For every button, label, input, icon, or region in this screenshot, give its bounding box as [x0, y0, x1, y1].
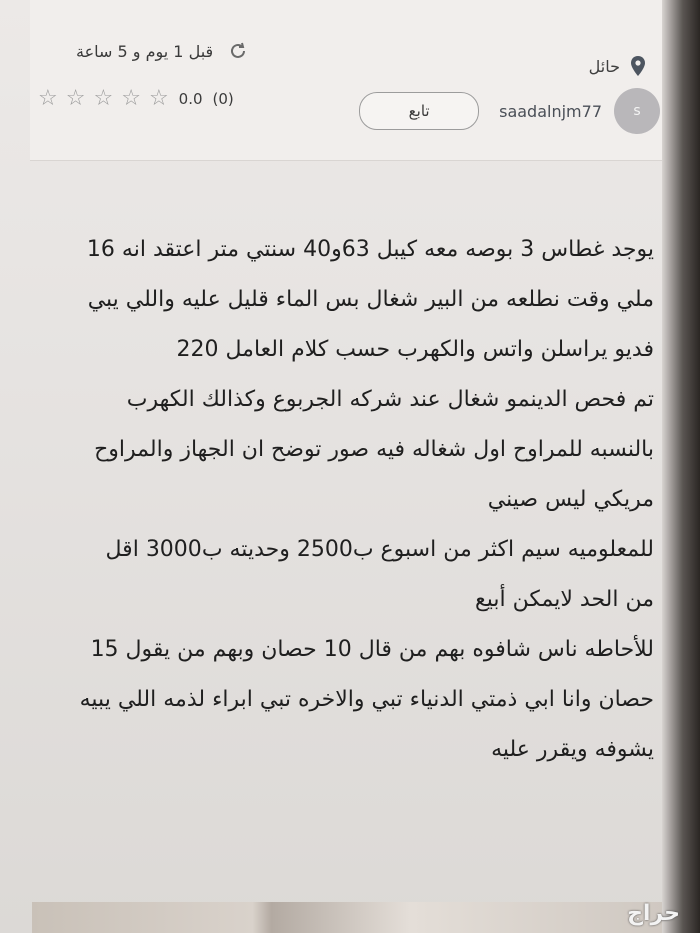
- post-line: للمعلوميه سيم اكثر من اسبوع ب2500 وحديته ب3000 اقل: [105, 537, 654, 562]
- location-pin-icon: [630, 55, 646, 77]
- rating-value: 0.0: [178, 90, 203, 108]
- post-line: فديو يراسلن واتس والكهرب حسب كلام العامل 220: [176, 337, 654, 362]
- star-icon: ☆: [148, 86, 169, 111]
- follow-button[interactable]: تابع: [359, 92, 479, 130]
- refresh-icon[interactable]: [227, 40, 249, 62]
- post-line: تم فحص الدينمو شغال عند شركه الجربوع وكذالك الكهرب: [126, 387, 654, 412]
- posted-time: قبل 1 يوم و 5 ساعة: [76, 41, 214, 61]
- star-icon: ☆: [93, 86, 114, 111]
- post-photo[interactable]: [32, 902, 662, 933]
- post-line: للأحاطه ناس شافوه بهم من قال 10 حصان وبهم من يقول 15: [90, 637, 654, 662]
- post-line: بالنسبه للمراوح اول شغاله فيه صور توضح ان الجهاز والمراوح: [94, 437, 654, 462]
- haraj-logo: حراج: [627, 901, 680, 926]
- device-edge: [662, 0, 700, 933]
- location-text[interactable]: حائل: [588, 56, 620, 76]
- post-body: [52, 225, 654, 775]
- star-icon: ☆: [65, 86, 86, 111]
- post-header: [30, 0, 662, 161]
- post-line: مريكي ليس صيني: [487, 487, 654, 512]
- rating-count: (0): [212, 90, 234, 108]
- star-icon: ☆: [121, 86, 141, 111]
- location-row: [589, 55, 646, 77]
- rating-row: [38, 88, 234, 110]
- post-line: حصان وانا ابي ذمتي الدنياء تبي والاخره تبي ابراء لذمه اللي يبيه: [79, 687, 654, 712]
- post-line: من الحد لايمكن أبيع: [475, 587, 654, 612]
- user-row: [359, 88, 660, 134]
- star-icon: ☆: [38, 86, 58, 111]
- rating-stars: [38, 88, 169, 110]
- post-line: يشوفه ويقرر عليه: [491, 737, 654, 762]
- avatar[interactable]: s: [614, 88, 660, 134]
- posted-time-row: [76, 40, 249, 62]
- username[interactable]: saadalnjm77: [499, 101, 602, 121]
- post-line: ملي وقت نطلعه من البير شغال بس الماء قليل عليه واللي يبي: [87, 287, 654, 312]
- post-line: يوجد غطاس 3 بوصه معه كيبل 63و40 سنتي متر اعتقد انه 16: [86, 237, 654, 262]
